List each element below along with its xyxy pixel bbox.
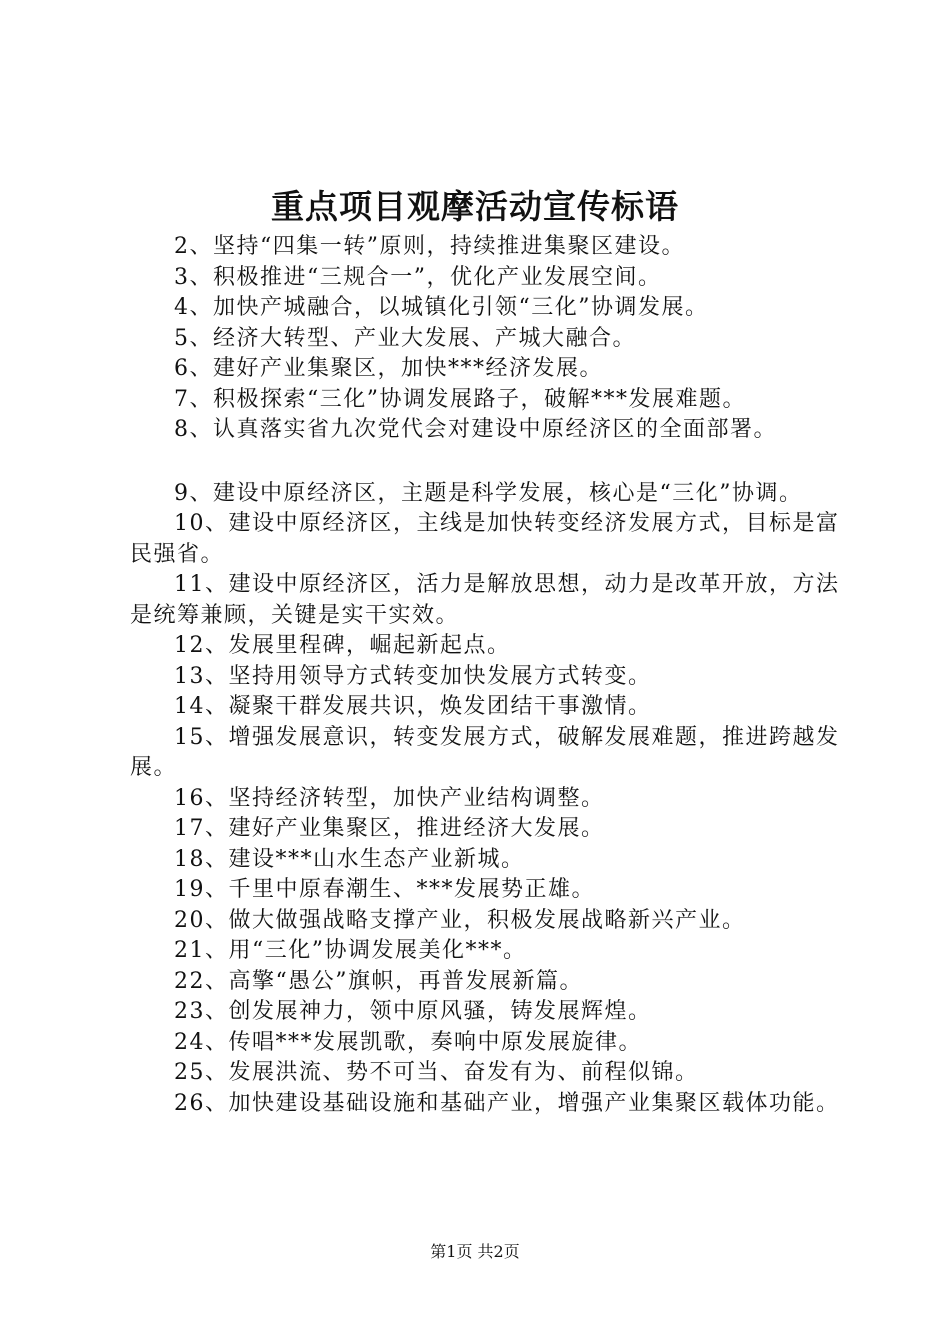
slogan-item: 12、发展里程碑，崛起新起点。: [174, 633, 511, 658]
slogan-item: 23、创发展神力，领中原风骚，铸发展辉煌。: [174, 999, 652, 1024]
slogan-item: 6、建好产业集聚区，加快***经济发展。: [174, 356, 603, 381]
slogan-item: 14、凝聚干群发展共识，焕发团结干事激情。: [174, 694, 652, 719]
slogan-item: 16、坚持经济转型，加快产业结构调整。: [174, 785, 605, 811]
slogan-item: 8、认真落实省九次党代会对建设中原经济区的全面部署。: [174, 417, 777, 442]
page-number-footer: 第1页 共2页: [430, 1242, 520, 1261]
slogan-item: 10、建设中原经济区，主线是加快转变经济发展方式，目标是富民强省。: [130, 511, 840, 567]
slogan-item: 13、坚持用领导方式转变加快发展方式转变。: [174, 663, 652, 689]
slogan-item: 7、积极探索“三化”协调发展路子，破解***发展难题。: [174, 386, 746, 412]
slogan-item: 25、发展洪流、势不可当、奋发有为、前程似锦。: [174, 1060, 699, 1085]
slogan-item: 15、增强发展意识，转变发展方式，破解发展难题，推进跨越发展。: [130, 724, 840, 780]
document-body: [130, 232, 840, 1119]
document-title: 重点项目观摩活动宣传标语: [271, 187, 679, 226]
slogan-item: 11、建设中原经济区，活力是解放思想，动力是改革开放，方法是统筹兼顾，关键是实干实效。: [130, 572, 840, 628]
slogan-item: 26、加快建设基础设施和基础产业，增强产业集聚区载体功能。: [174, 1090, 840, 1116]
slogan-item: 5、经济大转型、产业大发展、产城大融合。: [174, 325, 636, 351]
slogan-item: 17、建好产业集聚区，推进经济大发展。: [174, 816, 605, 841]
slogan-item: 21、用“三化”协调发展美化***。: [174, 938, 527, 963]
slogan-item: 2、坚持“四集一转”原则，持续推进集聚区建设。: [174, 234, 685, 259]
slogan-item: 22、高擎“愚公”旗帜，再普发展新篇。: [174, 968, 583, 994]
slogan-item: 19、千里中原春潮生、***发展势正雄。: [174, 877, 595, 902]
slogan-item: 20、做大做强战略支撑产业，积极发展战略新兴产业。: [174, 907, 746, 933]
slogan-item: 3、积极推进“三规合一”，优化产业发展空间。: [174, 264, 662, 290]
slogan-item: 4、加快产城融合，以城镇化引领“三化”协调发展。: [174, 295, 709, 320]
slogan-item: 24、传唱***发展凯歌，奏响中原发展旋律。: [174, 1029, 642, 1055]
slogan-item: 9、建设中原经济区，主题是科学发展，核心是“三化”协调。: [174, 480, 803, 506]
slogan-item: 18、建设***山水生态产业新城。: [174, 846, 525, 872]
